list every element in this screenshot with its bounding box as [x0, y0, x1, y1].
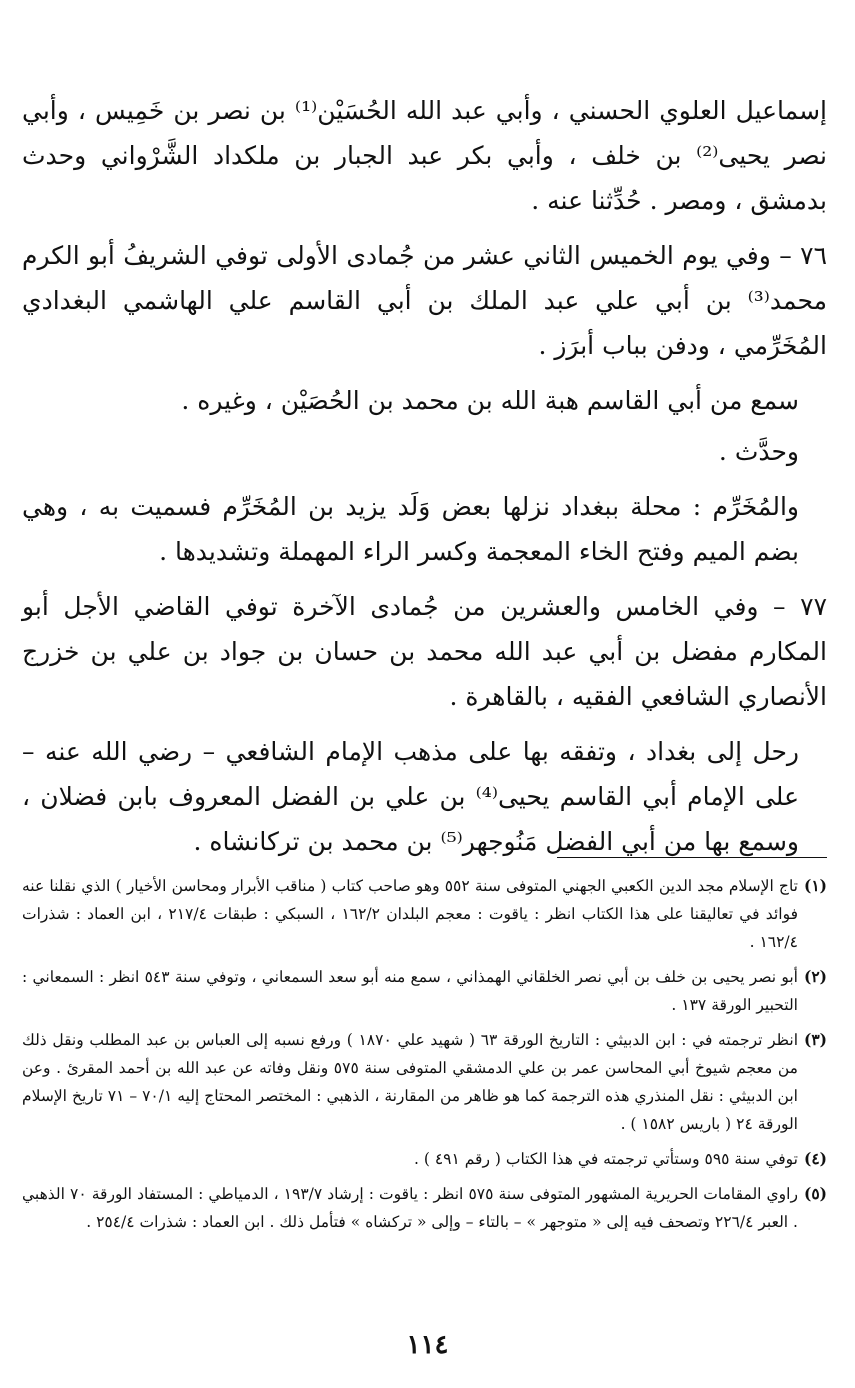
- footnote-text: انظر ترجمته في : ابن الدبيثي : التاريخ الورقة ٦٣ ( شهيد علي ١٨٧٠ ) ورفع نسبه إلى العباس بن عبد المطلب ونقل ذلك من معجم شيوخ أبي المحاسن عمر بن علي الدمشقي المتوفى سنة ٥٧٥ ونقل وفاته عن عبد الله بن أحمد المقرئ . وعن ابن الدبيثي : نقل المنذري هذه الترجمة كما هو ظاهر من المقارنة ، الذهبي : المختصر المحتاج إليه ٧٠/١ – ٧١ تاريخ الإسلام الورقة ٢٤ ( باريس ١٥٨٢ ) .: [22, 1031, 798, 1133]
- footnote-number: (٢): [803, 967, 827, 986]
- entry-76: ٧٦ – وفي يوم الخميس الثاني عشر من جُمادى الأولى توفي الشريفُ أبو الكرم محمد⁽³⁾ بن أبي علي عبد الملك بن أبي القاسم علي الهاشمي البغدادي المُخَرِّمي ، ودفن بباب أبرَز .: [22, 241, 827, 360]
- footnote-text: توفي سنة ٥٩٥ وستأتي ترجمته في هذا الكتاب ( رقم ٤٩١ ) .: [414, 1150, 798, 1168]
- paragraph-7: رحل إلى بغداد ، وتفقه بها على مذهب الإمام الشافعي – رضي الله عنه – على الإمام أبي القاسم يحيى⁽⁴⁾ بن علي بن الفضل المعروف بابن فضلان ، وسمع بها من أبي الفضل مَنُوجهر⁽⁵⁾ بن محمد بن تركانشاه .: [22, 737, 800, 856]
- footnote-text: تاج الإسلام مجد الدين الكعبي الجهني المتوفى سنة ٥٥٢ وهو صاحب كتاب ( مناقب الأبرار ومحاسن الأخيار ) الذي نقلنا عنه فوائد في تعاليقنا على هذا الكتاب انظر : ياقوت : معجم البلدان ١٦٢/٢ ، السبكي : طبقات ٢١٧/٤ ، ابن العماد : شذرات ١٦٢/٤ .: [22, 877, 798, 951]
- page-number: ١١٤: [406, 1330, 449, 1360]
- paragraph-4: وحدَّث .: [718, 437, 799, 466]
- main-text: [22, 88, 827, 870]
- footnote-5: [22, 1180, 827, 1236]
- footnote-number: (٤): [803, 1149, 827, 1168]
- footnote-text: راوي المقامات الحريرية المشهور المتوفى سنة ٥٧٥ انظر : ياقوت : إرشاد ١٩٣/٧ ، الدمياطي : المستفاد الورقة ٧٠ الذهبي . العبر ٢٢٦/٤ وتصحف فيه إلى « متوجهر » – بالتاء – وإلى « تركشاه » فتأمل ذلك . ابن العماد : شذرات ٢٥٤/٤ .: [22, 1185, 798, 1231]
- entry-77: ٧٧ – وفي الخامس والعشرين من جُمادى الآخرة توفي القاضي الأجل أبو المكارم مفضل بن أبي عبد الله محمد بن حسان بن جواد بن علي بن خزرج الأنصاري الشافعي الفقيه ، بالقاهرة .: [22, 592, 827, 711]
- paragraph-1: إسماعيل العلوي الحسني ، وأبي عبد الله الحُسَيْن⁽¹⁾ بن نصر بن خَمِيس ، وأبي نصر يحيى⁽²⁾ بن خلف ، وأبي بكر عبد الجبار بن ملكداد الشَّرْواني وحدث بدمشق ، ومصر . حُدِّثنا عنه .: [22, 96, 828, 215]
- footnote-number: (٣): [803, 1030, 827, 1049]
- footnote-2: [22, 963, 827, 1019]
- footnote-text: أبو نصر يحيى بن خلف بن أبي نصر الخلقاني الهمذاني ، سمع منه أبو سعد السمعاني ، وتوفي سنة ٥٤٣ انظر : السمعاني : التحبير الورقة ١٣٧ .: [22, 968, 798, 1014]
- footnote-divider: [557, 857, 827, 858]
- paragraph-5: والمُخَرِّم : محلة ببغداد نزلها بعض وَلَد يزيد بن المُخَرِّم فسميت به ، وهي بضم الميم وفتح الخاء المعجمة وكسر الراء المهملة وتشديدها .: [22, 492, 799, 566]
- footnote-4: [22, 1145, 827, 1173]
- footnote-1: [22, 872, 827, 956]
- footnote-number: (١): [803, 876, 827, 895]
- paragraph-3: سمع من أبي القاسم هبة الله بن محمد بن الحُصَيْن ، وغيره .: [181, 386, 799, 415]
- footnote-number: (٥): [803, 1184, 827, 1203]
- footnotes: [22, 872, 827, 1243]
- footnote-3: [22, 1026, 827, 1138]
